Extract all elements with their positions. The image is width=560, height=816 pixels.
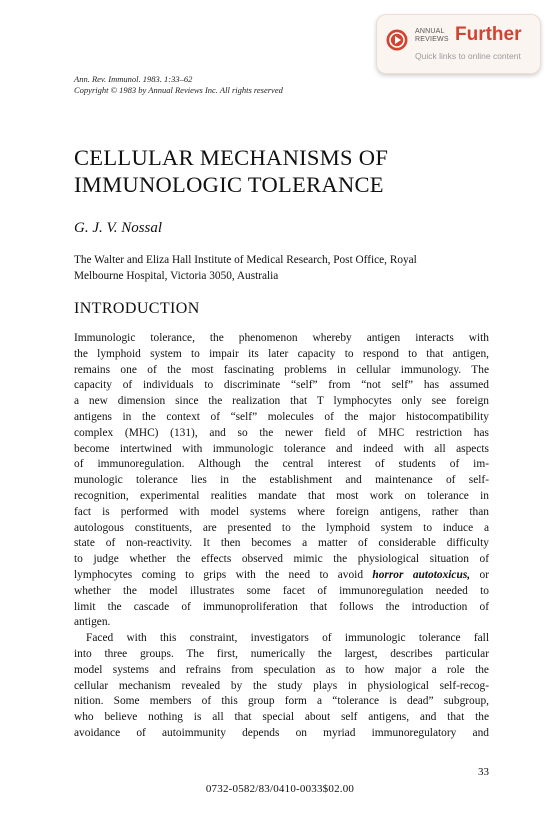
affiliation-line: The Walter and Eliza Hall Institute of Medical Research, Post Office, Royal — [74, 254, 417, 266]
author-affiliation — [74, 252, 494, 284]
further-badge[interactable] — [376, 14, 541, 74]
annual-reviews-wordmark — [415, 28, 449, 44]
body-line: limit the cascade of immunoproliferation that follows the introduction of — [74, 600, 489, 613]
citation-line: Ann. Rev. Immunol. 1983. 1:33–62 — [74, 74, 193, 84]
title-line: CELLULAR MECHANISMS OF — [74, 145, 389, 170]
body-line: of immunoregulation. Although the central interest of students of im- — [74, 458, 489, 471]
section-heading: INTRODUCTION — [74, 300, 200, 317]
body-line: recognition, experimental realities mandate that most work on tolerance in — [74, 489, 489, 502]
affiliation-line: Melbourne Hospital, Victoria 3050, Australia — [74, 270, 279, 282]
body-line: munologic tolerance lies in the establishment and maintenance of self- — [74, 474, 489, 487]
title-line: IMMUNOLOGIC TOLERANCE — [74, 172, 384, 197]
badge-small-line1: ANNUAL — [415, 28, 445, 35]
body-line: the lymphoid system to impair its later capacity to respond to that antigen, — [74, 347, 489, 360]
body-line: a new dimension since the realization that T lymphocytes only see foreign — [74, 395, 489, 408]
footer-code: 0732-0582/83/0410-0033$02.00 — [205, 783, 355, 795]
badge-small-line2: REVIEWS — [415, 36, 449, 43]
page-number: 33 — [478, 766, 489, 778]
body-line: cellular mechanism revealed by the study plays in physiological self-recog- — [74, 679, 489, 692]
body-line: autologous constituents, are presented to the lymphoid system to induce a — [74, 521, 489, 534]
body-line: avoidance of autoimmunity depends on myriad immunoregulatory and — [74, 726, 489, 739]
journal-citation — [74, 74, 283, 96]
article-title — [74, 144, 494, 198]
body-line: antigen. — [74, 616, 111, 629]
further-label: Further — [455, 24, 522, 45]
body-text — [74, 331, 489, 742]
body-line: capacity of individuals to discriminate “self” from “not self” has assumed — [74, 379, 489, 392]
body-line: remains one of the most fascinating problems in cellular immunology. The — [74, 363, 489, 376]
body-line: nition. Some members of this group form a “tolerance is dead” subgroup, — [74, 695, 489, 708]
body-text-run: or — [470, 568, 489, 581]
body-line: fact is performed with model systems where foreign antigens, rather than — [74, 505, 489, 518]
body-line: model systems and refrains from speculation as to how major a role the — [74, 663, 489, 676]
body-text-run: lymphocytes coming to grips with the need to avoid — [74, 568, 373, 581]
body-line: who believe nothing is all that special about self antigens, and that the — [74, 711, 489, 724]
body-line: become intertwined with immunologic tolerance and indeed with all aspects — [74, 442, 489, 455]
emphasis-text: horror autotoxicus, — [372, 568, 471, 581]
body-line — [74, 568, 489, 584]
body-line: into three groups. The first, numerically the largest, describes particular — [74, 647, 489, 660]
body-line: state of non-reactivity. It then becomes a matter of considerable difficulty — [74, 537, 489, 550]
body-line: Faced with this constraint, investigators of immunologic tolerance fall — [86, 632, 489, 645]
further-tagline: Quick links to online content — [415, 51, 521, 61]
annual-reviews-logo-icon — [386, 29, 408, 51]
author-name: G. J. V. Nossal — [74, 220, 163, 236]
body-line: whether the model illustrates some facet of immunoregulation needed to — [74, 584, 489, 597]
body-line: Immunologic tolerance, the phenomenon whereby antigen interacts with — [74, 332, 489, 344]
body-line: antigens in the context of “self” molecules of the major histocompatibility — [74, 410, 489, 423]
copyright-line: Copyright © 1983 by Annual Reviews Inc. All rights reserved — [74, 85, 283, 95]
body-line: to judge whether the effects observed mimic the physiological situation of — [74, 553, 489, 566]
body-line: complex (MHC) (131), and so the newer field of MHC restriction has — [74, 426, 489, 439]
